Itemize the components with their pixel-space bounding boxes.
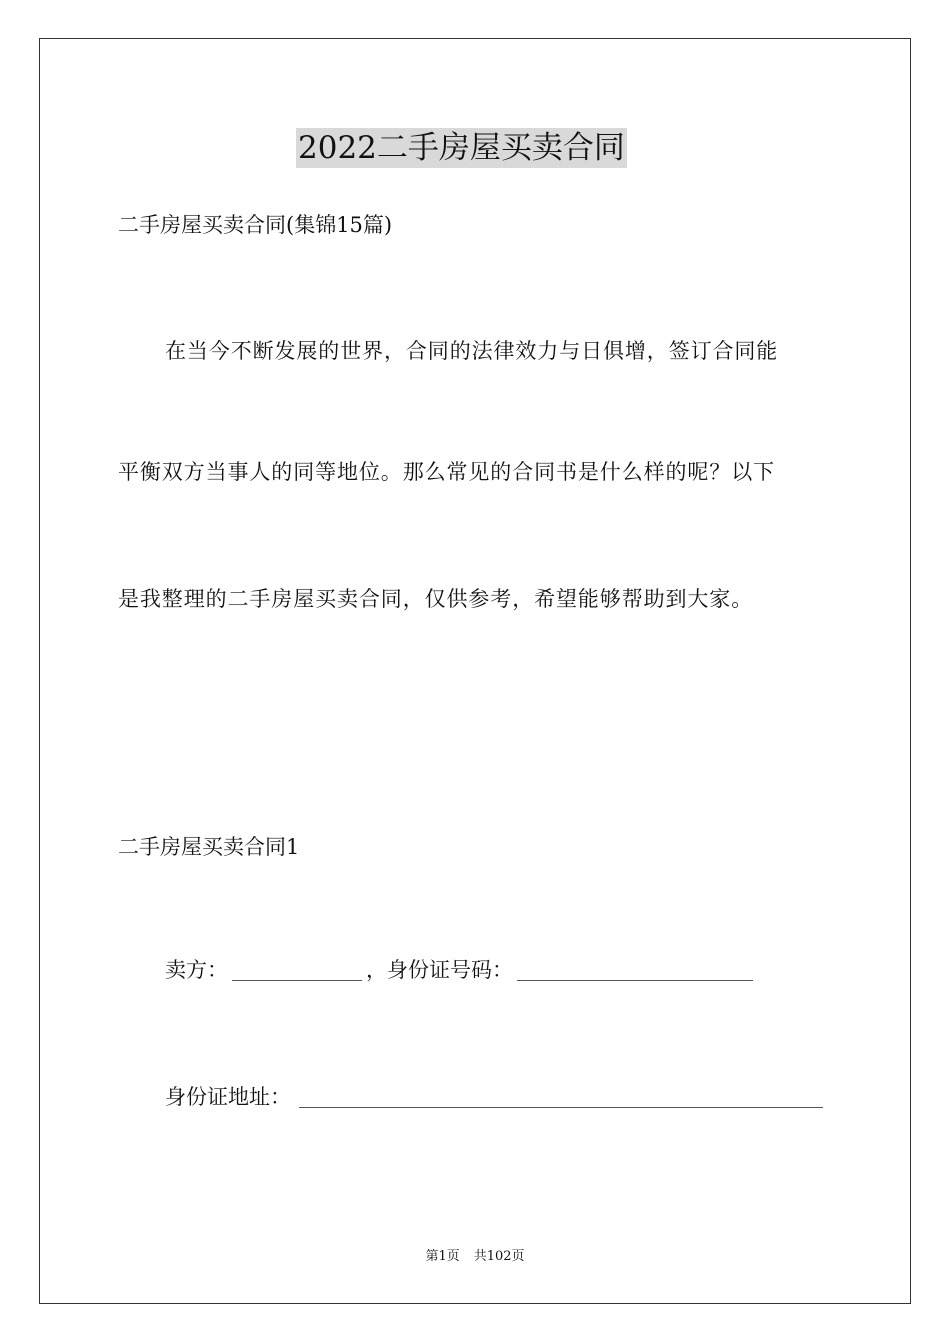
- seller-row: [165, 956, 753, 984]
- intro-paragraph-line-1: 在当今不断发展的世界，合同的法律效力与日俱增，签订合同能: [165, 339, 779, 363]
- section-heading: 二手房屋买卖合同1: [118, 835, 300, 859]
- id-address-blank: [299, 1085, 823, 1108]
- document-title: 2022二手房屋买卖合同: [298, 130, 625, 166]
- id-address-label: 身份证地址：: [165, 1085, 291, 1109]
- intro-paragraph-line-2: 平衡双方当事人的同等地位。那么常见的合同书是什么样的呢？以下: [118, 460, 775, 484]
- seller-name-blank: [232, 958, 362, 981]
- page-number: 第1页: [425, 1249, 460, 1264]
- address-row: [165, 1083, 823, 1111]
- id-number-label: 身份证号码：: [387, 958, 513, 982]
- document-subtitle: 二手房屋买卖合同(集锦15篇): [118, 213, 393, 237]
- seller-label: 卖方：: [165, 958, 228, 982]
- separator-comma: ，: [366, 958, 387, 982]
- intro-paragraph-line-3: 是我整理的二手房屋买卖合同，仅供参考，希望能够帮助到大家。: [118, 587, 754, 611]
- page-footer: [0, 1248, 950, 1266]
- page-total: 共102页: [473, 1249, 525, 1264]
- id-number-blank: [517, 958, 753, 981]
